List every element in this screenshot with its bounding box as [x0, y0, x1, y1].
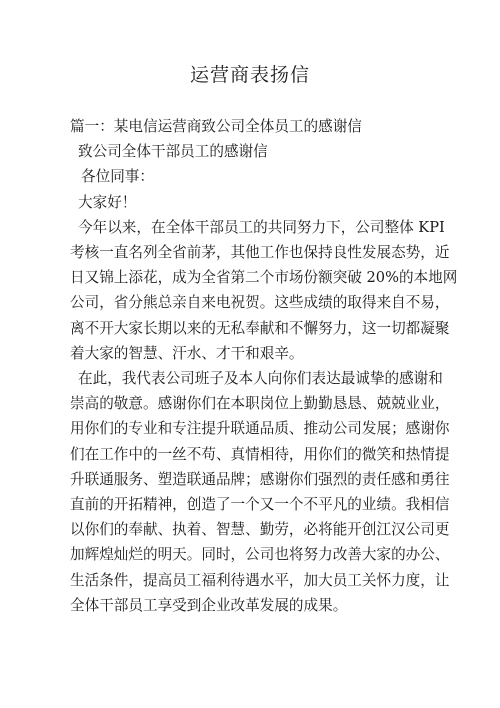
paragraph-line: 们在工作中的一丝不苟、真情相待，用你们的微笑和热情提: [70, 445, 450, 463]
paragraph-line: 全体干部员工享受到企业改革发展的成果。: [70, 596, 348, 614]
salutation: 各位同事：: [81, 168, 154, 186]
paragraph-line: 公司，省分熊总亲自来电祝贺。这些成绩的取得来自不易，: [70, 294, 450, 312]
paragraph-line: 在此，我代表公司班子及本人向你们表达最诚挚的感谢和: [78, 370, 443, 388]
paragraph-line: 直前的开拓精神，创造了一个又一个不平凡的业绩。我相信: [70, 496, 450, 514]
section-heading: 篇一：某电信运营商致公司全体员工的感谢信: [70, 118, 362, 135]
paragraph-line: 考核一直名列全省前茅，其他工作也保持良性发展态势，近: [70, 244, 450, 262]
letter-heading: 致公司全体干部员工的感谢信: [78, 143, 268, 161]
paragraph-line: 日又锦上添花，成为全省第二个市场份额突破 20%的本地网: [70, 269, 458, 287]
paragraph-line: 离不开大家长期以来的无私奉献和不懈努力，这一切都凝聚: [70, 319, 450, 337]
paragraph-line: 生活条件，提高员工福利待遇水平，加大员工关怀力度，让: [70, 571, 450, 589]
paragraph-line: 以你们的奉献、执着、智慧、勤劳，必将能开创江汉公司更: [70, 521, 450, 539]
document-title: 运营商表扬信: [189, 64, 310, 86]
greeting: 大家好！: [78, 193, 137, 211]
paragraph-line: 着大家的智慧、汗水、才干和艰辛。: [70, 344, 304, 362]
paragraph-line: 加辉煌灿烂的明天。同时，公司也将努力改善大家的办公、: [70, 546, 450, 564]
paragraph-line: 崇高的敬意。感谢你们在本职岗位上勤勤恳恳、兢兢业业，: [70, 395, 450, 413]
paragraph-line: 用你们的专业和专注提升联通品质、推动公司发展；感谢你: [70, 420, 450, 438]
paragraph-line: 升联通服务、塑造联通品牌；感谢你们强烈的责任感和勇往: [70, 470, 450, 488]
letter-body: [70, 114, 458, 618]
paragraph-line: 今年以来，在全体干部员工的共同努力下，公司整体 KPI: [78, 218, 445, 236]
